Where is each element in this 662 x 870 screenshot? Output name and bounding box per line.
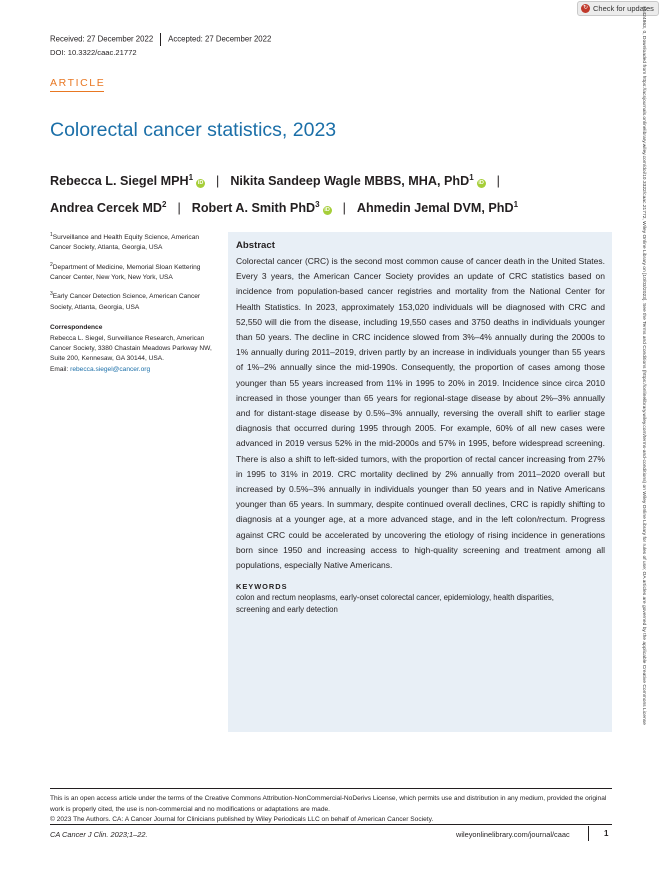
received-date: Received: 27 December 2022 [50,34,154,44]
affiliations [50,230,215,381]
abstract-heading: Abstract [236,240,275,251]
correspondence [50,323,215,375]
orcid-icon[interactable]: iD [478,180,484,187]
copyright-text: © 2023 The Authors. CA: A Cancer Journal for Clinicians published by Wiley Periodicals LLC on behalf of American Cancer Society. [50,816,434,823]
orcid-icon[interactable]: iD [197,180,204,187]
page-number: 1 [604,829,609,838]
author-list [50,166,620,220]
refresh-icon: ↻ [582,5,589,11]
journal-citation: CA Cancer J Clin. 2023;1–22. [50,830,148,839]
affiliation-3: $^3$Early Cancer Detection Science, American Cancer Society, Atlanta, Georgia, USA [50,291,201,311]
author-siegel[interactable]: Rebecca L. Siegel MPH$^1$iD [50,173,204,189]
abstract-box [228,232,612,732]
journal-website-link[interactable]: wileyonlinelibrary.com/journal/caac [456,830,570,839]
keywords-text: colon and rectum neoplasms, early-onset colorectal cancer, epidemiology, health disparities, screening and early detection [236,593,554,615]
author-wagle[interactable]: Nikita Sandeep Wagle MBBS, MHA, PhD$^1$iD [230,173,484,189]
article-dates [50,33,271,46]
orcid-icon[interactable]: iD [324,207,330,214]
correspondence-heading: Correspondence [50,323,103,331]
author-separator: | [342,201,346,216]
abstract-text: Colorectal cancer (CRC) is the second most common cause of cancer death in the United States. Every 3 years, the American Cancer Society provides an update of CRC statistics based on incidence from population-based cancer registries and mortality from the National Center for Health Statistics. In 2023, approximately 153,020 individuals will be diagnosed with CRC and 52,550 will die from the disease, including 19,550 cases and 3750 deaths in individuals younger than 50 years. The decline in CRC incidence slowed from 3%–4% annually during the 2000s to 1% annually during 2011–2019, driven partly by an increase in individuals younger than 55 years of 1%–2% annually since the mid-1990s. Consequently, the proportion of cases among those younger than 55 years increased from 11% in 1995 to 20% in 2019. Incidence since circa 2010 increased in those younger than 65 years for regional-stage disease by about 2%–3% annually and for distant-stage disease by 0.5%–3% annually, reversing the overall shift to earlier stage diagnosis that occurred during 1995 through 2005. For example, 60% of all new cases were advanced in 2019 versus 52% in the mid-2000s and 57% in 1995, before widespread screening. There is also a shift to left-sided tumors, with the proportion of rectal cancer increasing from 27% in 1995 to 31% in 2019. CRC mortality declined by 2% annually from 2011–2020 overall but increased by 0.5%–3% annually in individuals younger than 50 years and in Native Americans younger than 65 years. In summary, despite continued overall declines, CRC is rapidly shifting to diagnosis at a younger age, at a more advanced stage, and in the left colon/rectum. Progress against CRC could be accelerated by uncovering the etiology of rising incidence in generations born since 1950 and increasing access to high-quality screening and treatment among all populations, especially Native Americans. [236,256,605,571]
affiliation-1: $^1$Surveillance and Health Equity Science, American Cancer Society, Atlanta, Georgia, USA [50,232,200,252]
article-title: Colorectal cancer statistics, 2023 [50,119,337,141]
license-notice [50,794,612,826]
author-jemal[interactable]: Ahmedin Jemal DVM, PhD$^1$ [356,200,519,216]
license-text: This is an open access article under the terms of the Creative Commons Attribution-NonCommercial-NoDerivs License, which permits use and distribution in any medium, provided the original work is properly cited, the use is non-commercial and no modifications or adaptations are made. [50,795,607,813]
author-separator: | [216,174,220,189]
author-separator: | [496,174,500,189]
email-label: Email: [50,365,71,373]
keywords-heading: KEYWORDS [236,582,288,592]
license-divider [50,788,612,789]
doi: DOI: 10.3322/caac.21772 [50,48,137,57]
affiliation-2: $^2$Department of Medicine, Memorial Sloan Kettering Cancer Center, New York, New York, USA [50,261,201,281]
correspondence-address: Rebecca L. Siegel, Surveillance Research, American Cancer Society, 3380 Chastain Meadows Parkway NW, Suite 200, Kennesaw, GA 30144, USA. [50,334,212,363]
date-separator [160,33,161,46]
email-link[interactable]: rebecca.siegel@cancer.org [70,365,151,373]
author-smith[interactable]: Robert A. Smith PhD$^3$iD [191,200,330,216]
check-for-updates-label: Check for updates [593,4,654,13]
author-separator: | [177,201,181,216]
category-underline [50,91,104,92]
footer-divider [50,824,612,825]
author-cercek[interactable]: Andrea Cercek $MD^2$ [50,200,167,216]
download-notice-strip: 15424863, 0, Downloaded from https://acsjournals.onlinelibrary.wiley.com/doi/10.3322/caac.21772, Wiley Online Library on [10/03/2023]. See the Terms and Conditions (https://onlinelibrary.wiley.com/terms-and-conditions) on Wiley Online Library for rules of use; OA articles are governed by the applicable Creative Commons License [641,6,646,725]
footer-separator [588,826,589,841]
accepted-date: Accepted: 27 December 2022 [168,34,272,44]
article-category: ARTICLE [50,77,106,89]
